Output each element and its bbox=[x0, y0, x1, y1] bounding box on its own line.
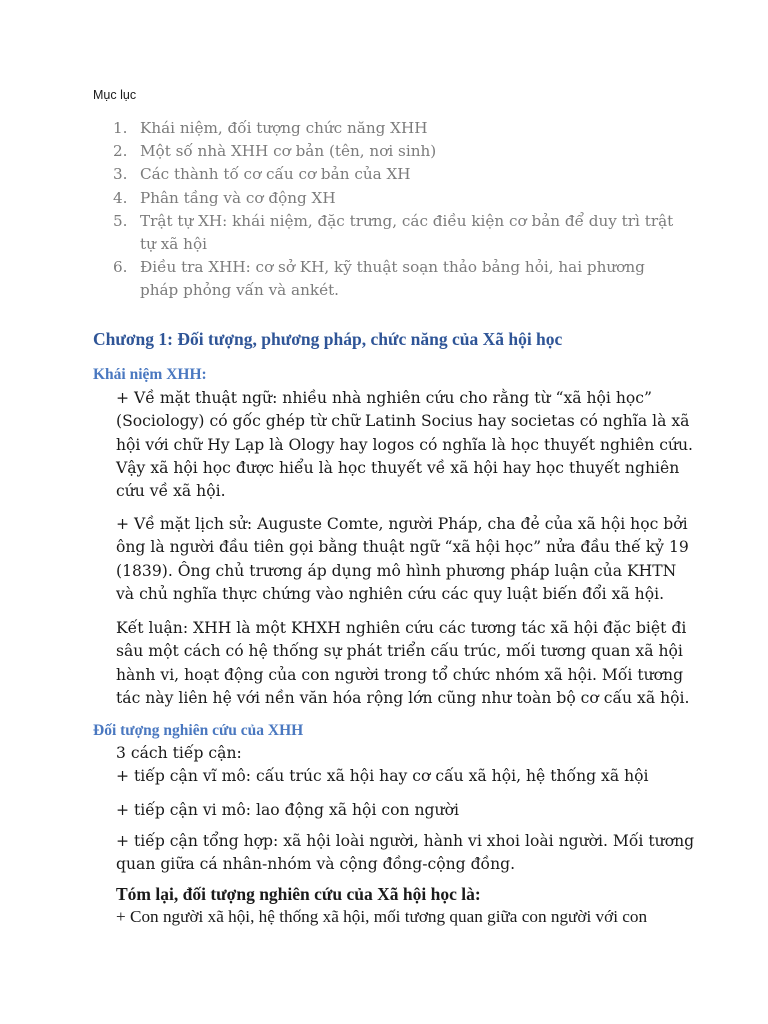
toc-item bbox=[113, 140, 683, 163]
toc-item-text: Trật tự XH: khái niệm, đặc trưng, các điều kiện cơ bản để duy trì trật tự xã hội bbox=[140, 211, 674, 254]
concept-heading: Khái niệm XHH: bbox=[93, 366, 207, 383]
toc-item bbox=[113, 210, 683, 256]
toc-item-number: 3. bbox=[113, 165, 128, 184]
toc-item-number: 2. bbox=[113, 142, 128, 161]
chapter-heading: Chương 1: Đối tượng, phương pháp, chức năng của Xã hội học bbox=[93, 329, 563, 349]
summary-paragraph: + Con người xã hội, hệ thống xã hội, mối tương quan giữa con người với con bbox=[116, 907, 648, 926]
concept-history-paragraph: + Về mặt lịch sử: Auguste Comte, người Pháp, cha đẻ của xã hội học bởi ông là người đầu tiên gọi bằng thuật ngữ “xã hội học” nửa đầu thế kỷ 19 (1839). Ông chủ trương áp dụng mô hình phương pháp luận của KHTN và chủ nghĩa thực chứng vào nghiên cứu các quy luật biến đổi xã hội. bbox=[116, 515, 689, 603]
approaches-intro: 3 cách tiếp cận: bbox=[116, 744, 242, 762]
toc-list bbox=[113, 117, 683, 303]
toc-item-number: 4. bbox=[113, 188, 128, 207]
toc-item-text: Phân tầng và cơ động XH bbox=[140, 188, 336, 207]
micro-approach: + tiếp cận vi mô: lao động xã hội con người bbox=[116, 801, 459, 819]
toc-item-text: Khái niệm, đối tượng chức năng XHH bbox=[140, 119, 428, 137]
macro-approach: + tiếp cận vĩ mô: cấu trúc xã hội hay cơ cấu xã hội, hệ thống xã hội bbox=[116, 767, 649, 785]
toc-item-text: Các thành tố cơ cấu cơ bản của XH bbox=[140, 165, 411, 184]
concept-terminology-paragraph: + Về mặt thuật ngữ: nhiều nhà nghiên cứu cho rằng từ “xã hội học” (Sociology) có gốc ghép từ chữ Latinh Socius hay societas có nghĩa là xã hội với chữ Hy Lạp là Ology hay logos có nghĩa là học thuyết nghiên cứu. Vậy xã hội học được hiểu là học thuyết về xã hội hay học thuyết nghiên cứu về xã hội. bbox=[116, 389, 693, 501]
toc-item-text: Một số nhà XHH cơ bản (tên, nơi sinh) bbox=[140, 142, 437, 161]
toc-item bbox=[113, 163, 683, 186]
summary-heading: Tóm lại, đối tượng nghiên cứu của Xã hội học là: bbox=[116, 884, 481, 904]
toc-title: Mục lục bbox=[93, 88, 137, 102]
synthetic-approach: + tiếp cận tổng hợp: xã hội loài người, hành vi xhoi loài người. Mối tương quan giữa cá nhân-nhóm và cộng đồng-cộng đồng. bbox=[116, 832, 695, 874]
toc-item-number: 1. bbox=[113, 119, 128, 137]
concept-conclusion-paragraph: Kết luận: XHH là một KHXH nghiên cứu các tương tác xã hội đặc biệt đi sâu một cách có hệ thống sự phát triển cấu trúc, mối tương quan xã hội hành vi, hoạt động của con người trong tổ chức nhóm xã hội. Mối tương tác này liên hệ với nền văn hóa rộng lớn cũng như toàn bộ cơ cấu xã hội. bbox=[116, 619, 690, 707]
toc-item-number: 6. bbox=[113, 258, 128, 277]
toc-item bbox=[113, 187, 683, 210]
toc-item-number: 5. bbox=[113, 211, 128, 230]
toc-item bbox=[113, 117, 683, 140]
toc-item bbox=[113, 256, 683, 302]
toc-item-text: Điều tra XHH: cơ sở KH, kỹ thuật soạn thảo bảng hỏi, hai phương pháp phỏng vấn và ankét. bbox=[140, 258, 645, 300]
object-heading: Đối tượng nghiên cứu của XHH bbox=[93, 722, 304, 739]
